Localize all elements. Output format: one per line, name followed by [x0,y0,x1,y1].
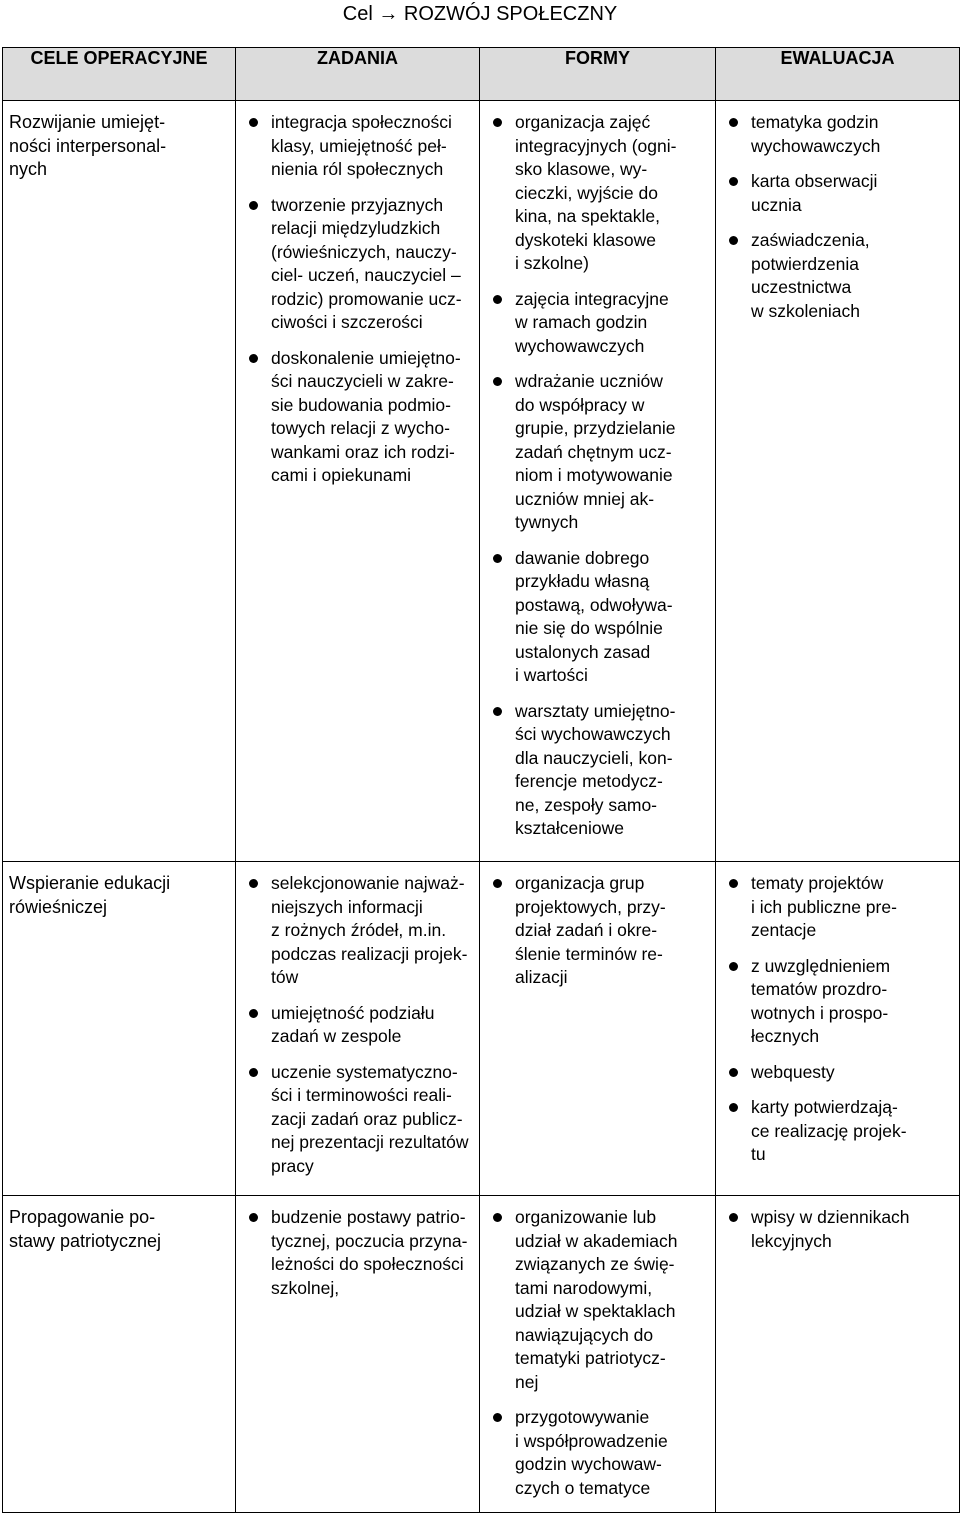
bullet-icon [729,1213,738,1222]
goal-text: Wspieranie edukacji rówieśniczej [9,873,171,917]
list-item: tematyka godzin wychowawczych [722,111,953,158]
bullet-icon [249,1068,258,1077]
list-item: przygotowywanie i współprowadzenie godzin wychowaw- czych o tematyce [486,1406,709,1500]
evaluation-cell [716,101,960,862]
bullet-icon [729,962,738,971]
goal-cell [3,101,236,862]
list-item: integracja społeczności klasy, umiejętność peł- nienia ról społecznych [242,111,473,182]
tasks-cell [236,862,480,1196]
list-item: dawanie dobrego przykładu własną postawą, odwoływa- nie się do wspólnie ustalonych zasad i wartości [486,547,709,688]
evaluation-list [722,872,953,1167]
bullet-icon [729,1103,738,1112]
bullet-icon [493,707,502,716]
list-item: wpisy w dziennikach lekcyjnych [722,1206,953,1253]
goal-cell [3,862,236,1196]
header-formy: FORMY [480,48,716,101]
goals-table [2,47,960,1513]
table-row [3,101,960,862]
bullet-icon [249,879,258,888]
header-cele-operacyjne: CELE OPERACYJNE [3,48,236,101]
bullet-icon [729,118,738,127]
header-zadania: ZADANIA [236,48,480,101]
list-item: organizacja grup projektowych, przy- dział zadań i okre- ślenie terminów re- alizacji [486,872,709,990]
list-item: warsztaty umiejętno- ści wychowawczych dla nauczycieli, kon- ferencje metodycz- ne, zespoły samo- kształceniowe [486,700,709,841]
list-item: umiejętność podziału zadań w zespole [242,1002,473,1049]
list-item: uczenie systematyczno- ści i terminowości reali- zacji zadań oraz publicz- nej prezentacji rezultatów pracy [242,1061,473,1179]
list-item: budzenie postawy patrio- tycznej, poczucia przyna- leżności do społeczności szkolnej, [242,1206,473,1300]
bullet-icon [493,377,502,386]
list-item: selekcjonowanie najważ- niejszych informacji z rożnych źródeł, m.in. podczas realizacji projek- tów [242,872,473,990]
bullet-icon [249,1213,258,1222]
list-item: karty potwierdzają- ce realizację projek- tu [722,1096,953,1167]
bullet-icon [493,118,502,127]
tasks-cell [236,1196,480,1513]
list-item: organizacja zajęć integracyjnych (ogni- sko klasowe, wy- cieczki, wyjście do kina, na spektakle, dyskoteki klasowe i szkolne) [486,111,709,276]
table-header-row [3,48,960,101]
list-item: karta obserwacji ucznia [722,170,953,217]
list-item: webquesty [722,1061,953,1085]
page-title: Cel → ROZWÓJ SPOŁECZNY [342,3,618,25]
tasks-list [242,1206,473,1300]
tasks-cell [236,101,480,862]
bullet-icon [493,295,502,304]
bullet-icon [729,879,738,888]
goal-text: Propagowanie po- stawy patriotycznej [9,1207,162,1251]
list-item: organizowanie lub udział w akademiach związanych ze świę- tami narodowymi, udział w spektaklach nawiązujących do tematyki patriotycz- nej [486,1206,709,1394]
bullet-icon [249,201,258,210]
bullet-icon [249,1009,258,1018]
bullet-icon [493,554,502,563]
bullet-icon [729,177,738,186]
forms-cell [480,101,716,862]
tasks-list [242,111,473,488]
forms-cell [480,1196,716,1513]
evaluation-list [722,1206,953,1253]
bullet-icon [249,118,258,127]
bullet-icon [493,1413,502,1422]
list-item: wdrażanie uczniów do współpracy w grupie, przydzielanie zadań chętnym ucz- niom i motywowanie uczniów mniej ak- tywnych [486,370,709,535]
list-item: tworzenie przyjaznych relacji międzyludzkich (rówieśniczych, nauczy- ciel- uczeń, nauczyciel – rodzic) promowanie ucz- ciwości i szczerości [242,194,473,335]
tasks-list [242,872,473,1178]
bullet-icon [729,1068,738,1077]
header-ewaluacja: EWALUACJA [716,48,960,101]
forms-list [486,1206,709,1500]
table-row [3,1196,960,1513]
forms-list [486,111,709,841]
bullet-icon [493,1213,502,1222]
evaluation-list [722,111,953,323]
list-item: z uwzględnieniem tematów prozdro- wotnych i prospo- łecznych [722,955,953,1049]
table-row [3,862,960,1196]
list-item: tematy projektów i ich publiczne pre- zentacje [722,872,953,943]
evaluation-cell [716,862,960,1196]
evaluation-cell [716,1196,960,1513]
goal-cell [3,1196,236,1513]
forms-list [486,872,709,990]
bullet-icon [493,879,502,888]
forms-cell [480,862,716,1196]
goal-text: Rozwijanie umiejęt- ności interpersonal- nych [9,112,167,179]
bullet-icon [249,354,258,363]
bullet-icon [729,236,738,245]
list-item: doskonalenie umiejętno- ści nauczycieli w zakre- sie budowania podmio- towych relacji z wycho- wankami oraz ich rodzi- cami i opiekunami [242,347,473,488]
list-item: zaświadczenia, potwierdzenia uczestnictwa w szkoleniach [722,229,953,323]
list-item: zajęcia integracyjne w ramach godzin wychowawczych [486,288,709,359]
